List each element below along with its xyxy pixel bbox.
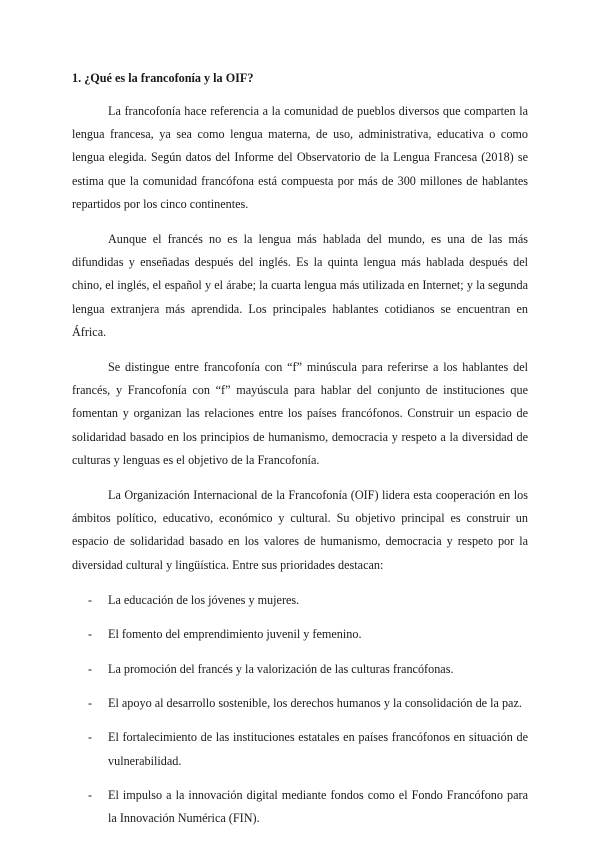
paragraph-francofonia-distincion: Se distingue entre francofonía con “f” minúscula para referirse a los hablantes del francés, y Francofonía con “f” mayúscula para hablar del conjunto de instituciones que fomentan y organizan las relaciones entre los países francófonos. Construir un espacio de solidaridad basado en los principios de humanismo, democracia y respeto a la diversidad de culturas y lenguas es el objetivo de la Francofonía. bbox=[72, 360, 528, 467]
list-item bbox=[72, 726, 528, 772]
list-item-text: El apoyo al desarrollo sostenible, los derechos humanos y la consolidación de la paz. bbox=[108, 696, 522, 711]
list-item-text: El fomento del emprendimiento juvenil y femenino. bbox=[108, 627, 362, 642]
bullet-marker: - bbox=[88, 788, 93, 803]
priorities-list bbox=[72, 589, 528, 831]
list-item-text: El fortalecimiento de las instituciones estatales en países francófonos en situación de vulnerabilidad. bbox=[108, 730, 528, 768]
list-item bbox=[72, 784, 528, 830]
list-item-text: La promoción del francés y la valorización de las culturas francófonas. bbox=[108, 661, 454, 676]
bullet-marker: - bbox=[88, 627, 93, 642]
list-item bbox=[72, 589, 528, 612]
bullet-marker: - bbox=[88, 661, 93, 676]
paragraph-francofonia-definicion: La francofonía hace referencia a la comunidad de pueblos diversos que comparten la lengua francesa, ya sea como lengua materna, de uso, administrativa, educativa o como lengua elegida. Según datos del Informe del Observatorio de la Lengua Francesa (2018) se estima que la comunidad francófona está compuesta por más de 300 millones de hablantes repartidos por los cinco continentes. bbox=[72, 104, 528, 211]
paragraph-oif: La Organización Internacional de la Francofonía (OIF) lidera esta cooperación en los ámbitos político, educativo, económico y cultural. Su objetivo principal es construir un espacio de solidaridad basado en los valores de humanismo, democracia y respeto por la diversidad cultural y lingüística. Entre sus prioridades destacan: bbox=[72, 488, 528, 572]
list-item bbox=[72, 623, 528, 646]
list-item bbox=[72, 692, 528, 715]
paragraph-frances-difusion: Aunque el francés no es la lengua más hablada del mundo, es una de las más difundidas y enseñadas después del inglés. Es la quinta lengua más hablada después del chino, el inglés, el español y el árabe; la cuarta lengua más utilizada en Internet; y la segunda lengua extranjera más aprendida. Los principales hablantes cotidianos se encuentran en África. bbox=[72, 232, 528, 339]
section-heading: 1. ¿Qué es la francofonía y la OIF? bbox=[72, 71, 254, 85]
bullet-marker: - bbox=[88, 730, 93, 745]
list-item bbox=[72, 658, 528, 681]
list-item-text: El impulso a la innovación digital mediante fondos como el Fondo Francófono para la Innovación Numérica (FIN). bbox=[108, 788, 528, 826]
bullet-marker: - bbox=[88, 592, 93, 607]
bullet-marker: - bbox=[88, 696, 93, 711]
list-item-text: La educación de los jóvenes y mujeres. bbox=[108, 592, 300, 607]
